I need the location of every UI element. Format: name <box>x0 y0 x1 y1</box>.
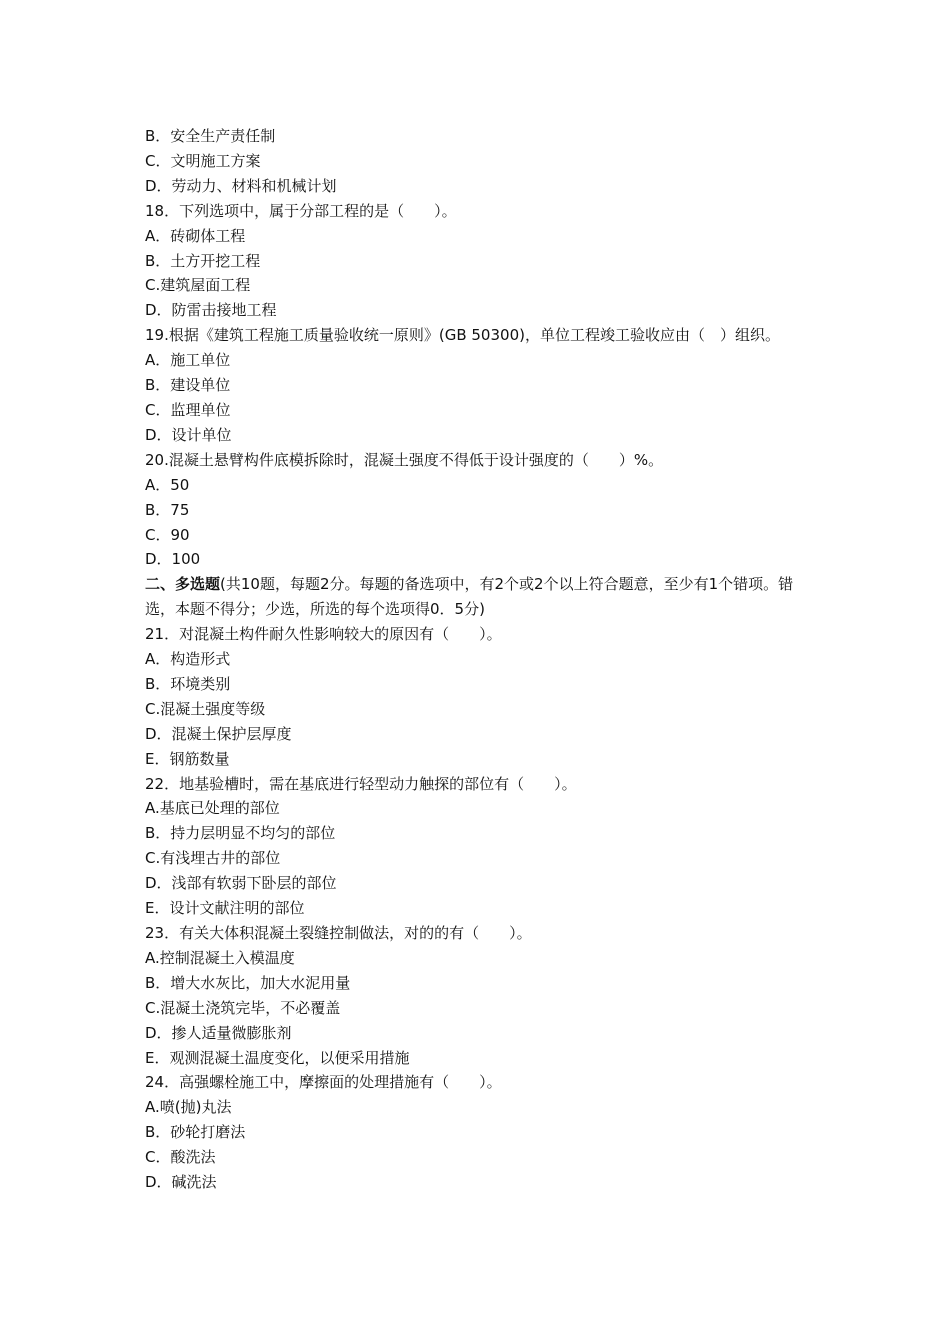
option-text: C．文明施工方案 <box>145 151 261 170</box>
question-stem: 24．高强螺栓施工中，摩擦面的处理措施有（ ）。 <box>145 1073 502 1092</box>
option-text: C．90 <box>145 525 190 544</box>
document-body <box>145 124 815 1195</box>
option-text: C.混凝土浇筑完毕，不必覆盖 <box>145 998 341 1017</box>
option-text: B．建设单位 <box>145 376 231 395</box>
option-text: A.基底已处理的部位 <box>145 799 280 818</box>
option-text: B．环境类别 <box>145 674 231 693</box>
option-text: D．劳动力、材料和机械计划 <box>145 176 337 195</box>
option-text: B．安全生产责任制 <box>145 127 276 145</box>
question-stem: 22．地基验槽时，需在基底进行轻型动力触探的部位有（ ）。 <box>145 774 577 793</box>
option-text: D．碱洗法 <box>145 1173 217 1192</box>
option-text: A．构造形式 <box>145 650 231 669</box>
question-stem: 19.根据《建筑工程施工质量验收统一原则》(GB 50300)，单位工程竣工验收应由（ ）组织。 <box>145 326 780 345</box>
option-text: C.混凝土强度等级 <box>145 699 266 718</box>
section-instructions: (共10题，每题2分。每题的备选项中，有2个或2个以上符合题意，至少有1个错项。错选，本题不得分；少选，所选的每个选项得0．5分) <box>145 575 794 619</box>
option-text: D．防雷击接地工程 <box>145 301 277 320</box>
question-24 <box>145 1070 815 1195</box>
option-text: D．100 <box>145 550 201 569</box>
option-text: C．监理单位 <box>145 400 231 419</box>
section-heading-multiple-choice <box>145 572 815 622</box>
option-text: D．设计单位 <box>145 425 232 444</box>
option-text: B．增大水灰比，加大水泥用量 <box>145 973 351 992</box>
question-17-options <box>145 124 815 199</box>
option-text: A．砖砌体工程 <box>145 226 246 245</box>
option-text: C．酸洗法 <box>145 1148 216 1167</box>
question-stem: 21．对混凝土构件耐久性影响较大的原因有（ ）。 <box>145 625 502 644</box>
option-text: A.喷(抛)丸法 <box>145 1098 232 1117</box>
option-text: E．钢筋数量 <box>145 749 230 768</box>
question-19 <box>145 323 815 448</box>
option-text: B．土方开挖工程 <box>145 251 261 270</box>
option-text: C.有浅埋古井的部位 <box>145 849 281 868</box>
option-text: D．浅部有软弱下卧层的部位 <box>145 874 337 893</box>
option-text: D．掺人适量微膨胀剂 <box>145 1023 292 1042</box>
option-text: E．设计文献注明的部位 <box>145 899 305 918</box>
question-stem: 23．有关大体积混凝土裂缝控制做法，对的的有（ ）。 <box>145 924 532 942</box>
option-text: B．砂轮打磨法 <box>145 1123 246 1142</box>
question-22 <box>145 772 815 921</box>
question-18 <box>145 199 815 324</box>
question-20 <box>145 448 815 573</box>
section-title: 二、多选题 <box>145 575 221 594</box>
option-text: D．混凝土保护层厚度 <box>145 724 292 743</box>
option-text: A.控制混凝土入模温度 <box>145 948 295 967</box>
option-text: E．观测混凝土温度变化，以便采用措施 <box>145 1048 410 1067</box>
option-text: B．75 <box>145 500 190 519</box>
question-stem: 20.混凝土悬臂构件底模拆除时，混凝土强度不得低于设计强度的（ ）%。 <box>145 450 664 469</box>
option-text: C.建筑屋面工程 <box>145 276 251 295</box>
option-text: A．50 <box>145 475 190 494</box>
option-text: B．持力层明显不均匀的部位 <box>145 824 336 843</box>
question-23 <box>145 921 815 1070</box>
question-stem: 18．下列选项中，属于分部工程的是（ ）。 <box>145 201 457 220</box>
question-21 <box>145 622 815 771</box>
option-text: A．施工单位 <box>145 351 231 370</box>
